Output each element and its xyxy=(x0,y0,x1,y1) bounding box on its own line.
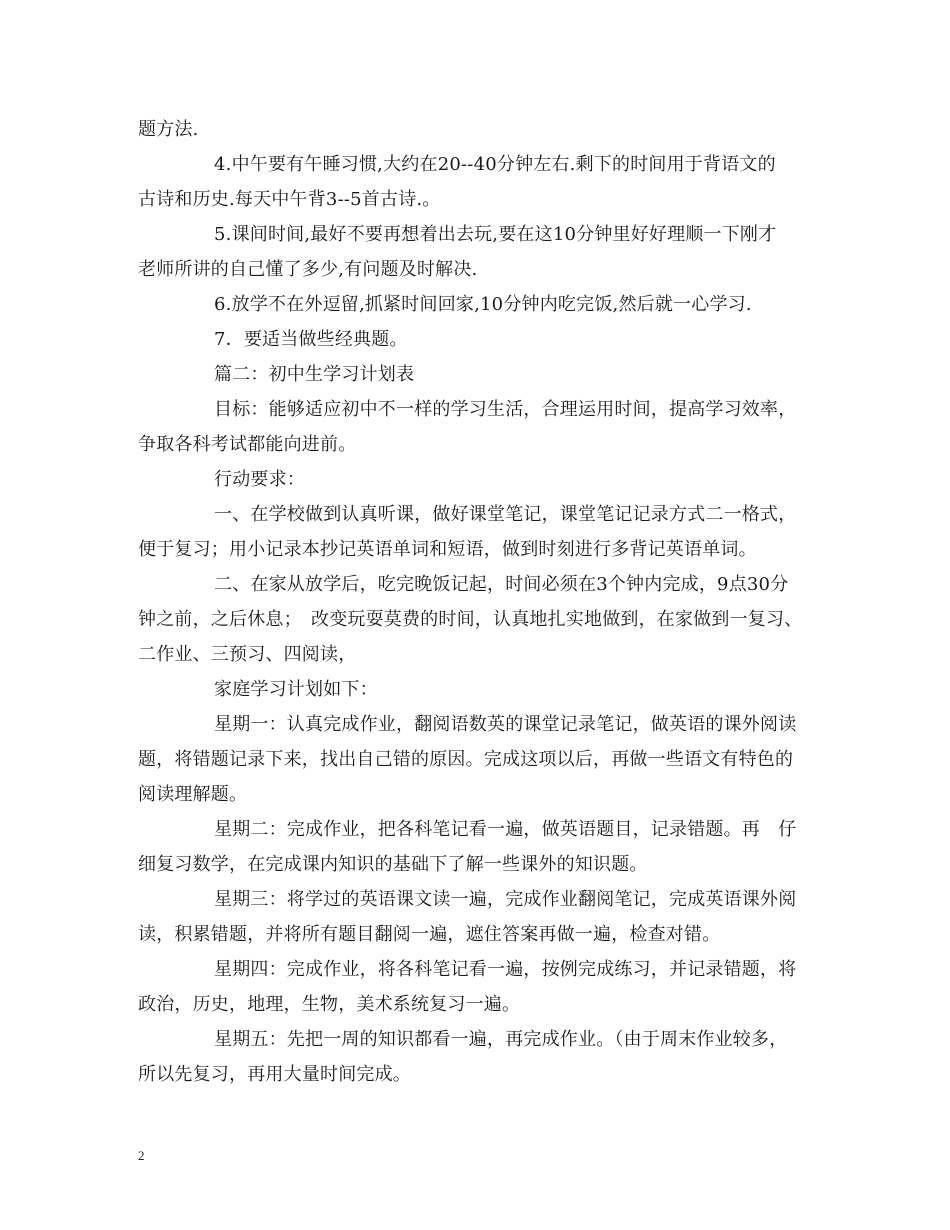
text-line: 7．要适当做些经典题。 xyxy=(214,329,408,350)
text-line: 题方法. xyxy=(138,119,199,140)
text-line: 二作业、三预习、四阅读， xyxy=(138,644,357,665)
text-line: 星期四：完成作业，将各科笔记看一遍，按例完成练习，并记录错题，将 xyxy=(214,959,797,980)
text-line: 星期二：完成作业，把各科笔记看一遍，做英语题目，记录错题。再 仔 xyxy=(214,819,797,840)
text-line: 政治，历史，地理，生物，美术系统复习一遍。 xyxy=(138,994,521,1015)
text-line: 钟之前，之后休息； 改变玩耍莫费的时间，认真地扎实地做到，在家做到一复习、 xyxy=(138,609,803,630)
text-line: 老师所讲的自己懂了多少,有问题及时解决. xyxy=(138,259,478,280)
text-line: 5.课间时间,最好不要再想着出去玩,要在这10分钟里好好理顺一下刚才 xyxy=(214,224,777,245)
text-line: 星期三：将学过的英语课文读一遍，完成作业翻阅笔记，完成英语课外阅 xyxy=(214,889,797,910)
text-line: 争取各科考试都能向进前。 xyxy=(138,434,357,455)
section-heading: 篇二：初中生学习计划表 xyxy=(214,364,415,385)
text-line: 目标：能够适应初中不一样的学习生活，合理运用时间，提高学习效率， xyxy=(214,399,797,420)
text-line: 所以先复习，再用大量时间完成。 xyxy=(138,1064,411,1085)
text-line: 星期一：认真完成作业，翻阅语数英的课堂记录笔记，做英语的课外阅读 xyxy=(214,714,797,735)
text-line: 古诗和历史.每天中午背3--5首古诗.。 xyxy=(138,189,441,210)
text-line: 二、在家从放学后，吃完晚饭记起，时间必须在3个钟内完成，9点30分 xyxy=(214,574,789,595)
text-line: 一、在学校做到认真听课，做好课堂笔记，课堂笔记记录方式二一格式， xyxy=(214,504,797,525)
text-line: 题，将错题记录下来，找出自己错的原因。完成这项以后，再做一些语文有特色的 xyxy=(138,749,794,770)
text-line: 4.中午要有午睡习惯,大约在20--40分钟左右.剩下的时间用于背语文的 xyxy=(214,154,776,175)
text-line: 读，积累错题，并将所有题目翻阅一遍，遮住答案再做一遍，检查对错。 xyxy=(138,924,721,945)
text-line: 便于复习；用小记录本抄记英语单词和短语，做到时刻进行多背记英语单词。 xyxy=(138,539,757,560)
text-line: 行动要求： xyxy=(214,469,305,490)
text-line: 6.放学不在外逗留,抓紧时间回家,10分钟内吃完饭,然后就一心学习. xyxy=(214,294,752,315)
page-number: 2 xyxy=(138,1148,145,1163)
text-line: 细复习数学，在完成课内知识的基础下了解一些课外的知识题。 xyxy=(138,854,648,875)
text-line: 星期五：先把一周的知识都看一遍，再完成作业。（由于周末作业较多， xyxy=(214,1029,788,1050)
text-line: 阅读理解题。 xyxy=(138,784,248,805)
text-line: 家庭学习计划如下： xyxy=(214,679,378,700)
